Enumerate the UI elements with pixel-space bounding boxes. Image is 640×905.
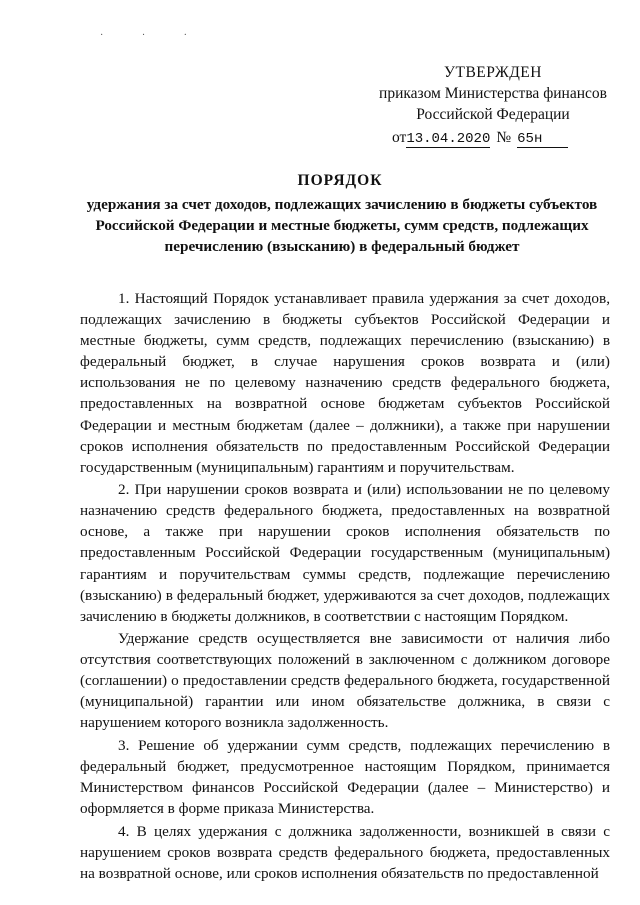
document-title: ПОРЯДОК [297,172,383,189]
paragraph-1: 1. Настоящий Порядок устанавливает правила удержания за счет доходов, подлежащих зачислению в бюджеты субъектов Российской Федерации и местные бюджеты, сумм средств, подлежащих перечислению (взысканию) в федеральный бюджет, в случае нарушения сроков возврата и (или) использования не по целевому назначению средств федерального бюджета, предоставленных на возвратной основе бюджетам субъектов Российской Федерации и местным бюджетам (далее – должники), а также при нарушении сроков исполнения обязательств по предоставленным Российской Федерации государственным (муниципальным) гарантиям и поручительствам. [80,290,610,476]
date-prefix: от [392,129,407,146]
document-subtitle: удержания за счет доходов, подлежащих зачислению в бюджеты субъектов Российской Федерации и местные бюджеты, сумм средств, подлежащих перечислению (взысканию) в федеральный бюджет [86,196,598,255]
paragraph-2: 2. При нарушении сроков возврата и (или) использовании не по целевому назначению средств федерального бюджета, предоставленных на возвратной основе, а также при нарушении сроков исполнения обязательств по предоставленным Российской Федерации государственным (муниципальным) гарантиям и поручительствам суммы средств, подлежащие перечислению (взысканию) в федеральный бюджет, удерживаются за счет доходов, подлежащих зачислению в бюджеты должников, в соответствии с настоящим Порядком. [80,481,610,625]
approval-date: 13.04.2020 [406,131,491,147]
approval-title: УТВЕРЖДЕН [444,64,542,81]
approval-number: 65н [517,131,568,148]
document-body [80,288,610,885]
approval-date-line [368,127,618,148]
paragraph-3: 3. Решение об удержании сумм средств, подлежащих перечислению в федеральный бюджет, предусмотренное настоящим Порядком, принимается Министерством финансов Российской Федерации (далее – Министерство) и оформляется в форме приказа Министерства. [80,736,610,818]
paragraph-2-continued: Удержание средств осуществляется вне зависимости от наличия либо отсутствия соответствующих положений в заключенном с должником договоре (соглашении) о предоставлении средств федерального бюджета, государственной (муниципальной) гарантии или ином обязательстве должника, в связи с нарушением которого возникла задолженность. [80,630,610,732]
approval-line-order: приказом Министерства финансов [379,85,607,102]
scan-specks: · · · [100,30,205,41]
paragraph-4: 4. В целях удержания с должника задолженности, возникшей в связи с нарушением сроков возврата средств федерального бюджета, предоставленных на возвратной основе, или сроков исполнения обязательств по предоставленной [80,822,610,882]
approval-stamp-block [368,62,618,148]
approval-line-federation: Российской Федерации [416,106,570,123]
number-sign: № [496,129,512,146]
